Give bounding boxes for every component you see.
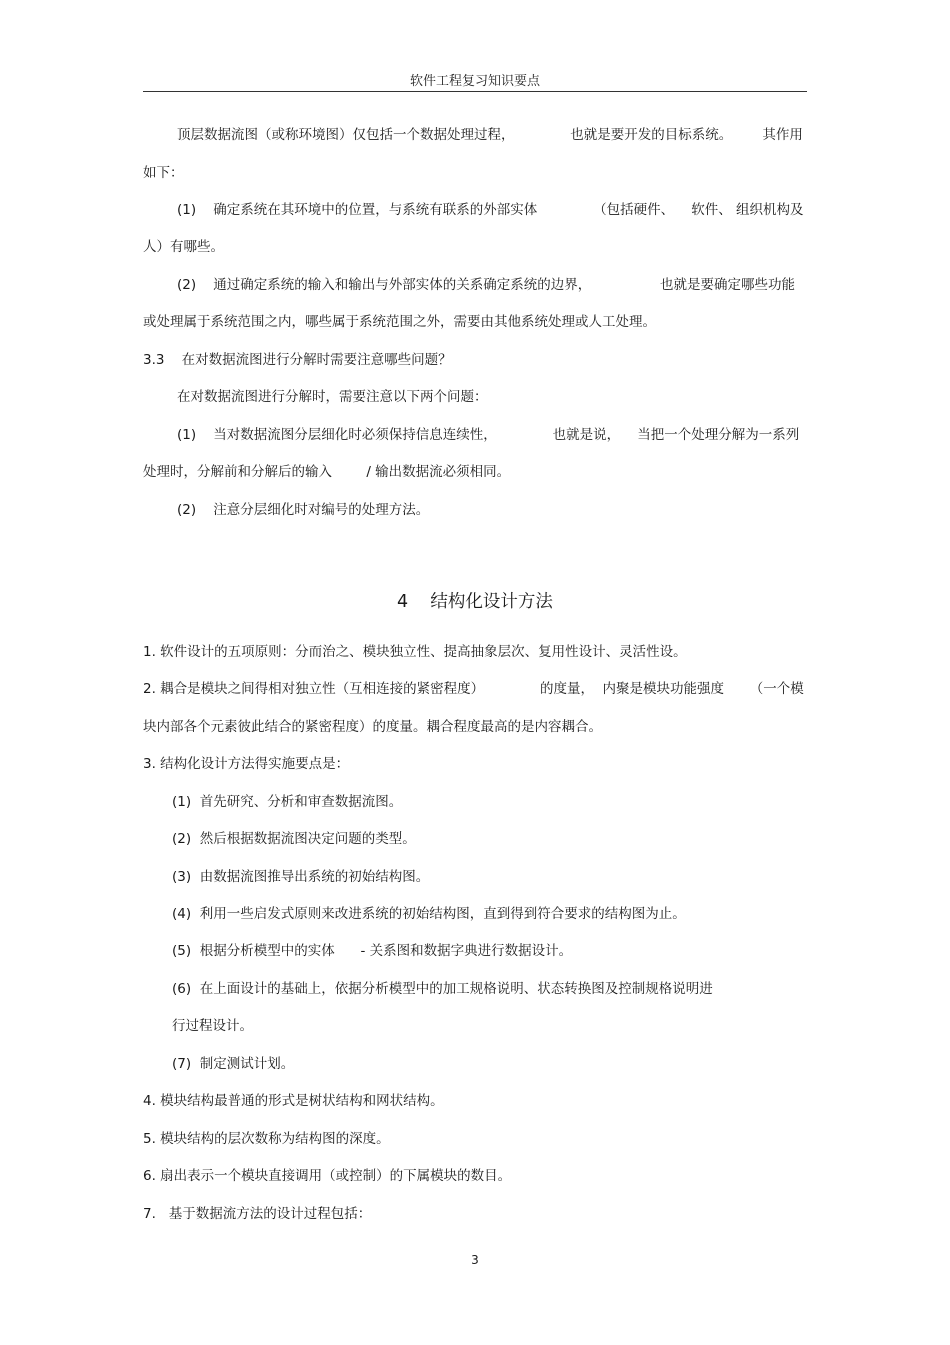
chapter-4-paragraph-2-line-1: 2. 耦合是模块之间得相对独立性（互相连接的紧密程度） 的度量， 内聚是模块功能强度 （一个模 [143, 681, 804, 697]
chapter-4-heading: 4 结构化设计方法 [397, 592, 553, 612]
design-step-2: (2) 然后根据数据流图决定问题的类型。 [172, 831, 416, 847]
chapter-4-paragraph-2-line-2: 块内部各个元素彼此结合的紧密程度）的度量。耦合程度最高的是内容耦合。 [143, 719, 602, 735]
chapter-4-paragraph-5: 5. 模块结构的层次数称为结构图的深度。 [143, 1131, 390, 1147]
intro-line-2: 如下： [143, 165, 184, 181]
design-step-3: (3) 由数据流图推导出系统的初始结构图。 [172, 869, 430, 885]
section-3-3-answer-intro: 在对数据流图进行分解时，需要注意以下两个问题： [177, 389, 488, 405]
design-step-4: (4) 利用一些启发式原则来改进系统的初始结构图，直到得到符合要求的结构图为止。 [172, 906, 686, 922]
section-3-3-item-2: (2) 注意分层细化时对编号的处理方法。 [177, 502, 430, 518]
chapter-4-paragraph-7: 7. 基于数据流方法的设计过程包括： [143, 1206, 372, 1222]
section-3-3-item-1-line-1: (1) 当对数据流图分层细化时必须保持信息连续性， 也就是说， 当把一个处理分解为一系列 [177, 427, 800, 443]
design-step-6-line-1: (6) 在上面设计的基础上，依据分析模型中的加工规格说明、状态转换图及控制规格说明进 [172, 981, 713, 997]
chapter-4-paragraph-6: 6. 扇出表示一个模块直接调用（或控制）的下属模块的数目。 [143, 1168, 512, 1184]
design-step-1: (1) 首先研究、分析和审查数据流图。 [172, 794, 403, 810]
design-step-5: (5) 根据分析模型中的实体 - 关系图和数据字典进行数据设计。 [172, 943, 573, 959]
section-3-3-question: 3.3 在对数据流图进行分解时需要注意哪些问题？ [143, 352, 452, 368]
top-item-1-line-2: 人）有哪些。 [143, 239, 224, 255]
design-step-7: (7) 制定测试计划。 [172, 1056, 295, 1072]
top-item-2-line-2: 或处理属于系统范围之内，哪些属于系统范围之外，需要由其他系统处理或人工处理。 [143, 314, 656, 330]
header-rule [143, 91, 807, 92]
chapter-4-paragraph-3: 3. 结构化设计方法得实施要点是： [143, 756, 350, 772]
design-step-6-line-2: 行过程设计。 [172, 1018, 253, 1034]
section-3-3-item-1-line-2: 处理时，分解前和分解后的输入 / 输出数据流必须相同。 [143, 464, 511, 480]
page-number: 3 [471, 1253, 479, 1267]
top-item-2-line-1: (2) 通过确定系统的输入和输出与外部实体的关系确定系统的边界， 也就是要确定哪些功能 [177, 277, 795, 293]
page-header-title: 软件工程复习知识要点 [409, 74, 540, 89]
top-item-1-line-1: (1) 确定系统在其环境中的位置，与系统有联系的外部实体 （包括硬件、 软件、 组织机构及 [177, 202, 804, 218]
intro-line-1: 顶层数据流图（或称环境图）仅包括一个数据处理过程， 也就是要开发的目标系统。 其作用 [177, 127, 803, 143]
chapter-4-paragraph-1: 1. 软件设计的五项原则：分而治之、模块独立性、提高抽象层次、复用性设计、灵活性设。 [143, 644, 687, 660]
chapter-4-paragraph-4: 4. 模块结构最普通的形式是树状结构和网状结构。 [143, 1093, 444, 1109]
